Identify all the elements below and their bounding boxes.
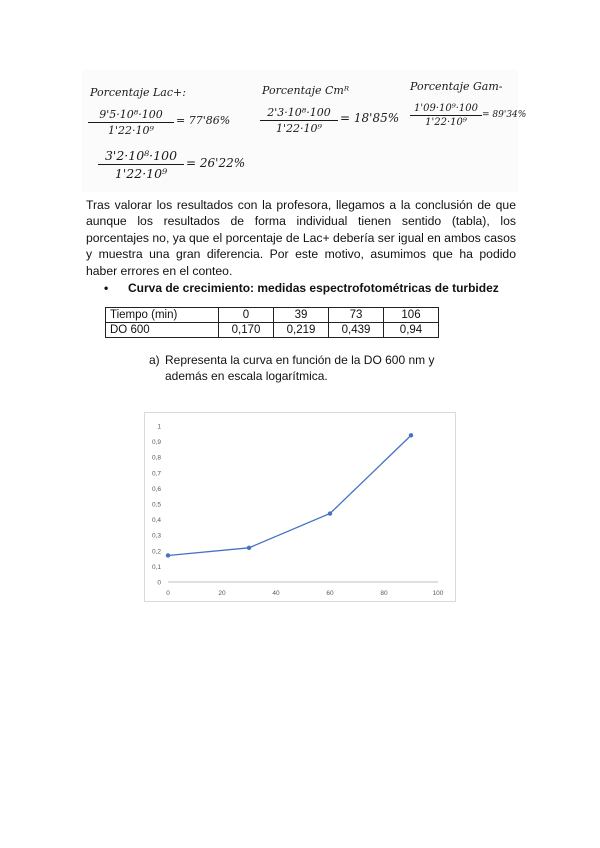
extra-fraction-bar [98, 164, 184, 165]
table-row [106, 323, 439, 338]
lac-denominator: 1'22·10⁹ [108, 124, 154, 137]
table-cell: 0,170 [219, 323, 274, 338]
y-tick-label: 0,4 [151, 517, 161, 525]
table-header-time: Tiempo (min) [106, 308, 219, 323]
extra-denominator: 1'22·10⁹ [114, 166, 168, 181]
growth-table [105, 307, 439, 338]
y-tick-label: 0,2 [151, 548, 161, 556]
chart-frame [145, 413, 456, 602]
bullet-text: Curva de crecimiento: medidas espectrofotométricas de turbidez [128, 281, 499, 295]
question-line-1: Representa la curva en función de la DO 600 nm y [165, 353, 435, 367]
y-tick-label: 0,1 [151, 563, 161, 571]
table-cell: 0,219 [274, 323, 329, 338]
bullet-symbol: • [104, 281, 109, 295]
y-tick-label: 0,3 [151, 532, 161, 540]
lac-numerator: 9'5·10⁸·100 [99, 108, 163, 121]
x-tick-label: 80 [380, 590, 388, 597]
table-cell: 0,439 [329, 323, 384, 338]
gam-title: Porcentaje Gam- [410, 80, 503, 93]
table-cell: 0,94 [384, 323, 439, 338]
cmr-result: = 18'85% [340, 111, 400, 125]
table-cell: 0 [219, 308, 274, 323]
extra-fraction [98, 148, 184, 181]
x-tick-label: 40 [272, 590, 280, 597]
y-tick-label: 1 [157, 423, 161, 431]
growth-curve-chart [144, 412, 456, 602]
x-tick-label: 100 [432, 590, 444, 597]
bullet-heading [104, 281, 499, 295]
data-point [247, 546, 251, 550]
table-header-do600: DO 600 [106, 323, 219, 338]
table-cell: 39 [274, 308, 329, 323]
data-point [328, 511, 332, 515]
y-tick-label: 0,5 [151, 501, 161, 509]
gam-fraction-bar [410, 115, 482, 116]
x-tick-label: 0 [166, 590, 170, 597]
gam-result: = 89'34% [482, 110, 527, 120]
question-index: a) [149, 353, 160, 367]
cmr-denominator: 1'22·10⁹ [276, 122, 322, 135]
lac-fraction-bar [88, 122, 174, 123]
y-tick-label: 0,8 [151, 454, 161, 462]
conclusion-paragraph: Tras valorar los resultados con la profesora, llegamos a la conclusión de que aunque los resultados de forma individual tienen sentido (tabla), los porcentajes no, ya que el porcentaje de Lac+ debería ser igual en ambos casos y muestra una gran diferencia. Por este motivo, asumimos que ha podido haber errores en el conteo. [86, 198, 516, 278]
table-row [106, 308, 439, 323]
gam-numerator: 1'09·10⁹·100 [413, 103, 478, 114]
data-point [166, 553, 170, 557]
extra-numerator: 3'2·10⁸·100 [104, 148, 178, 163]
gam-fraction [410, 103, 482, 128]
lac-result: = 77'86% [176, 114, 231, 127]
y-tick-label: 0,6 [151, 485, 161, 493]
table-cell: 106 [384, 308, 439, 323]
extra-result: = 26'22% [186, 156, 246, 170]
cmr-fraction-bar [260, 120, 338, 121]
cmr-fraction [260, 106, 338, 135]
y-tick-label: 0,7 [151, 470, 161, 478]
gam-denominator: 1'22·10⁹ [425, 117, 467, 128]
lac-title: Porcentaje Lac+: [90, 86, 186, 99]
y-tick-label: 0 [157, 579, 161, 587]
x-tick-label: 20 [218, 590, 226, 597]
lac-fraction [88, 108, 174, 137]
y-tick-label: 0,9 [151, 439, 161, 447]
x-tick-label: 60 [326, 590, 334, 597]
data-point [409, 433, 413, 437]
question-line-2: además en escala logarítmica. [165, 369, 328, 383]
question-a [149, 352, 434, 384]
cmr-numerator: 2'3·10⁸·100 [267, 106, 331, 119]
table-cell: 73 [329, 308, 384, 323]
cmr-title: Porcentaje Cmᴿ [262, 84, 350, 97]
